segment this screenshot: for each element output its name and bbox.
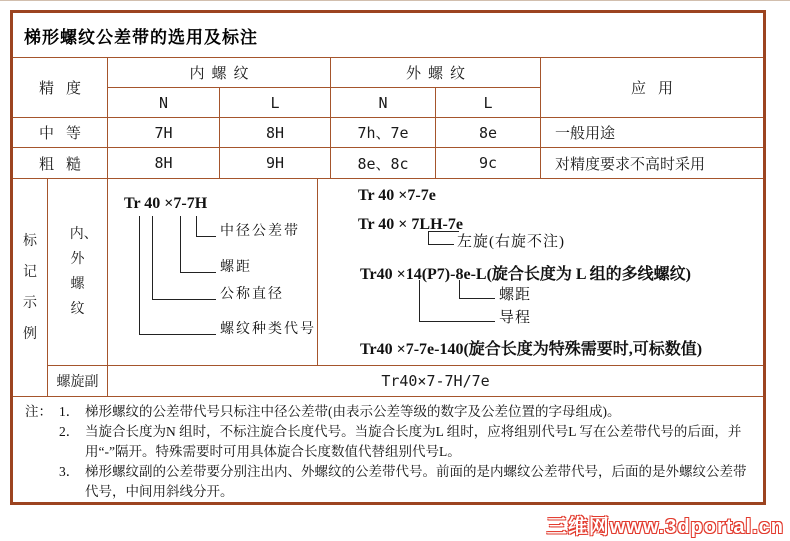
header-external-l: L (436, 88, 541, 118)
site-watermark: 三维网www.3dportal.cn (546, 516, 784, 538)
header-internal-l: L (220, 88, 331, 118)
example-line-3: Tr40 ×14(P7)-8e-L(旋合长度为 L 组的多线螺纹) (360, 266, 692, 283)
page-top-divider (0, 0, 790, 1)
screw-pair-label: 螺旋副 (48, 366, 108, 396)
label-thread-type-code: 螺纹种类代号 (220, 322, 316, 337)
header-external-n: N (331, 88, 436, 118)
label-pitch: 螺距 (499, 287, 532, 303)
example-line-2: Tr 40 × 7LH-7e (358, 216, 463, 233)
table-cell-application: 对精度要求不高时采用 (555, 156, 706, 173)
table-row-grade: 中等 (13, 118, 108, 148)
table-cell: 7h、7e (331, 118, 436, 148)
document-table (10, 10, 766, 505)
label-lead: 导程 (499, 310, 532, 326)
note-item-2 (25, 422, 755, 462)
label-pitch: 螺距 (220, 260, 252, 275)
note-text: 梯形螺纹副的公差带要分别注出内、外螺纹的公差带代号。前面的是内螺纹公差带代号，后面的是外螺纹公差带代号，中间用斜线分开。 (85, 464, 747, 499)
note-text: 当旋合长度为N 组时，不标注旋合长度代号。当旋合长度为L 组时，应将组别代号L 写在公差带代号的后面，并用“-”隔开。特殊需要时可用具体旋合长度数值代替组别代号L。 (85, 424, 742, 459)
diagram-formula: Tr 40 ×7-7H (124, 195, 208, 212)
marking-row-label: 标记示例 (13, 179, 48, 396)
header-internal-n: N (108, 88, 220, 118)
header-external-thread: 外螺纹 (331, 58, 541, 88)
table-cell: 9H (220, 148, 331, 178)
table-cell: 8e、8c (331, 148, 436, 178)
notes-section (13, 396, 763, 502)
tolerance-table (13, 57, 763, 178)
label-pitch-diameter-tolerance: 中径公差带 (220, 224, 300, 239)
table-cell: 9c (436, 148, 541, 178)
marking-example-section (13, 178, 763, 396)
note-number: 1． (59, 404, 80, 419)
label-left-hand-note: 左旋(右旋不注) (457, 234, 565, 250)
table-cell: 8H (108, 148, 220, 178)
table-cell: 8H (220, 118, 331, 148)
note-item-3 (25, 462, 755, 502)
header-internal-thread: 内螺纹 (108, 58, 331, 88)
note-item-1 (25, 402, 755, 422)
header-application: 应用 (541, 58, 763, 118)
note-number: 3． (59, 464, 80, 479)
callout-line-thread-type (139, 216, 216, 335)
note-number: 2． (59, 424, 80, 439)
example-line-1: Tr 40 ×7-7e (358, 187, 436, 204)
label-nominal-diameter: 公称直径 (220, 287, 284, 302)
marking-examples (318, 179, 763, 366)
table-cell: 8e (436, 118, 541, 148)
table-cell: 7H (108, 118, 220, 148)
internal-external-thread-label: 内、外螺纹 (48, 179, 108, 366)
example-line-4: Tr40 ×7-7e-140(旋合长度为特殊需要时,可标数值) (360, 341, 703, 358)
callout-line-lead-14 (419, 280, 495, 322)
header-precision: 精度 (13, 58, 108, 118)
notes-prefix: 注： (25, 404, 52, 419)
callout-line-left-hand (428, 232, 454, 245)
table-cell-application: 一般用途 (541, 118, 763, 148)
table-row-grade: 粗糙 (13, 148, 108, 178)
underline-lh (428, 216, 459, 232)
screw-pair-value: Tr40×7-7H/7e (381, 372, 490, 390)
title-row (13, 13, 763, 57)
page-title: 梯形螺纹公差带的选用及标注 (24, 27, 258, 47)
thread-designation-diagram (108, 179, 318, 366)
note-text: 梯形螺纹的公差带代号只标注中径公差带(由表示公差等级的数字及公差位置的字母组成)。 (85, 404, 621, 419)
